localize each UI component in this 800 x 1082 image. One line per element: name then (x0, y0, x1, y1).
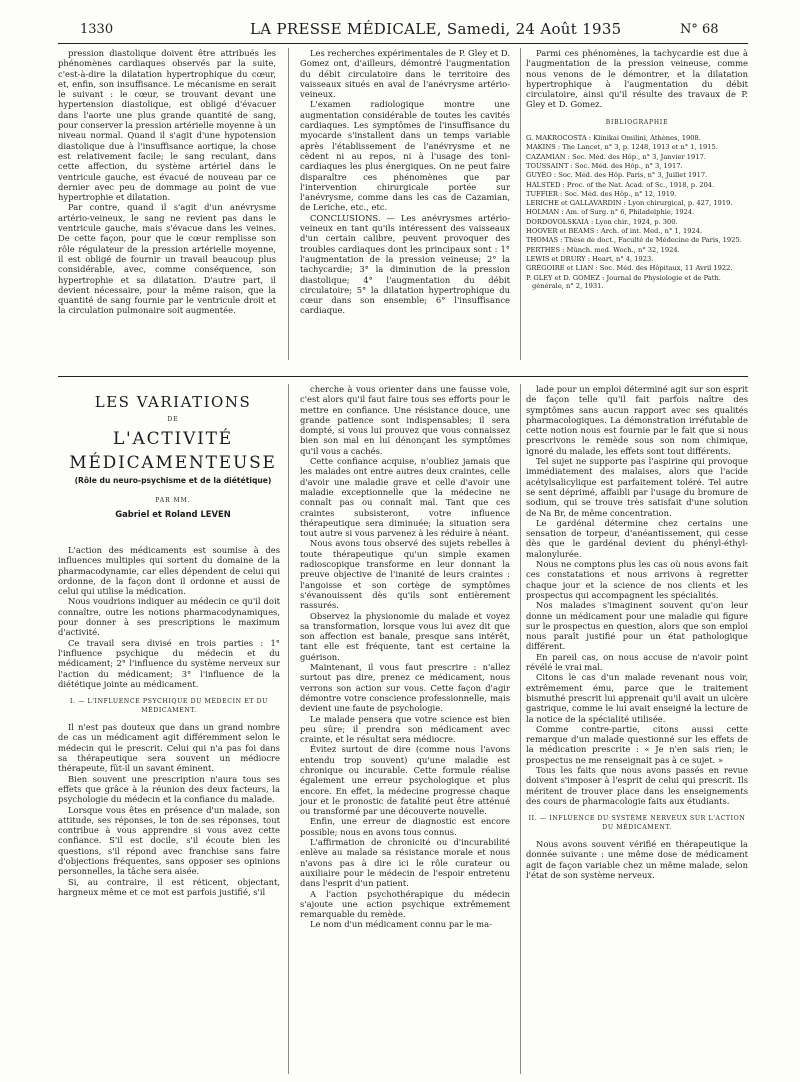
paragraph: A l'action psychothérapique du médecin s'ajoute une action psychique extrêmement remarquable du remède. (300, 888, 510, 920)
paragraph: L'examen radiologique montre une augmentation considérable de toutes les cavités cardiaques. Les symptômes de l'insuffisance du myocarde s'installent dans un temps variable après l'établissement de l'anévrysme et ne cèdent ni au repos, ni à l'usage des toni-cardiaques les plus énergiques. On ne peut faire disparaître ces phénomènes que par l'intervention chirurgicale portée sur l'anévrysme, comme dans les cas de Cazamian, de Leriche, etc., etc. (300, 99, 510, 213)
paragraph: L'affirmation de chronicité ou d'incurabilité enlève au malade sa résistance morale et nous n'avons pas à dire ici le rôle curateur ou auxiliaire pour le médecin de l'espoir entretenu dans l'esprit d'un patient. (300, 837, 510, 889)
paragraph: cherche à vous orienter dans une fausse voie, c'est alors qu'il faut faire tous ses efforts pour le mettre en confiance. Une résistance douce, une grande patience sont indispensables; il sera dompté, si vous lui prouvez que vous connaissez bien son mal en lui dénonçant les symptômes qu'il vous a cachés. (300, 384, 510, 456)
paragraph: Évitez surtout de dire (comme nous l'avons entendu trop souvent) qu'une maladie est chronique ou incurable. Cette formule réalise également une erreur psychologique et plus encore. En effet, la médecine progresse chaque jour et le pronostic de fatalité peut être atténué ou transformé par une découverte nouvelle. (300, 744, 510, 817)
article-column-1 (58, 545, 280, 897)
paragraph: Parmi ces phénomènes, la tachycardie est due à l'augmentation de la pression veineuse, comme nous venons de le démontrer, et la dilatation hypertrophique à l'augmentation du débit circulatoire, ainsi qu'il résulte des travaux de P. Gley et D. Gomez. (526, 48, 748, 110)
paragraph: Le gardénal détermine chez certains une sensation de torpeur, d'anéantissement, qui cesse dès que le gardénal devient du phényl-éthyl-malonylurée. (526, 517, 748, 559)
article-title-line-1: LES VARIATIONS (94, 393, 252, 411)
top-column-2 (300, 48, 510, 316)
paragraph: Le malade pensera que votre science est bien peu sûre; il prendra son médicament avec crainte, et le résultat sera médiocre. (300, 713, 510, 745)
page-header (0, 0, 800, 42)
paragraph: Nous avons tous observé des sujets rebelles à toute thérapeutique qu'un simple examen radioscopique transforme en leur donnant la preuve objective de l'inanité de leurs craintes : l'angoisse et son cortège de symptômes s'évanouissent dès qu'ils sont entièrement rassurés. (300, 538, 510, 611)
article-title-de: DE (167, 416, 179, 423)
bibliography-entry: P. GLEY et D. GOMEZ : Journal de Physiologie et de Path. générale, n° 2, 1931. (526, 273, 721, 291)
header-rule (58, 43, 748, 44)
column-divider (288, 384, 289, 1074)
article-subtitle: (Rôle du neuro-psychisme et de la diététique) (74, 476, 272, 485)
paragraph: Nous voudrions indiquer au médecin ce qu'il doit connaître, outre les notions pharmacodynamiques, pour donner à ses prescriptions le maximum d'activité. (58, 596, 280, 638)
paragraph: Enfin, une erreur de diagnostic est encore possible; nous en avons tous connus. (300, 816, 510, 837)
byline-par: PAR MM. (155, 497, 191, 504)
bibliography-entry: TUFFIER : Soc. Méd. des Hôp., n° 12, 1919. (526, 189, 677, 198)
newspaper-title: LA PRESSE MÉDICALE, Samedi, 24 Août 1935 (250, 20, 622, 38)
bibliography-entry: THOMAS : Thèse de doct., Faculté de Médecine de Paris, 1925. (526, 236, 742, 245)
paragraph: CONCLUSIONS. — Les anévrysmes artério-veineux en tant qu'ils intéressent des vaisseaux d'un certain calibre, peuvent provoquer des troubles cardiaques dont les principaux sont : 1° l'augmentation de la pression veineuse; 2° la tachycardie; 3° la diminution de la pression diastolique; 4° l'augmentation du débit circulatoire; 5° la dilatation hypertrophique du cœur dans son ensemble; 6° l'insuffisance cardiaque. (300, 212, 510, 316)
column-divider (520, 48, 521, 360)
paragraph: Nous ne comptons plus les cas où nous avons fait ces constatations et nous arrivons à regretter chaque jour et la science de nos clients et les prospectus qui accompagnent les spécialités. (526, 559, 748, 600)
paragraph: En pareil cas, on nous accuse de n'avoir point révélé le vrai mal. (526, 651, 748, 673)
section-heading-2: II. — INFLUENCE DU SYSTÈME NERVEUX SUR L'ACTION DU MÉDICAMENT. (528, 815, 746, 832)
top-column-3 (526, 48, 748, 292)
paragraph: Par contre, quand il s'agit d'un anévrysme artério-veineux, le sang ne revient pas dans le ventricule gauche, mais s'évacue dans les veines. De cette façon, pour que le cœur remplisse son rôle régulateur de la pression artérielle moyenne, il est obligé de fournir un travail beaucoup plus considérable, avec, comme conséquence, son hypertrophie et sa dilatation. D'autre part, il devient nécessaire, pour la même raison, que la quantité de sang fournie par le ventricule droit et la circulation pulmonaire soit augmentée. (58, 202, 276, 316)
bibliography-entry: CAZAMIAN : Soc. Méd. des Hôp., n° 3, Janvier 1917. (526, 152, 706, 161)
article-column-2 (300, 384, 510, 930)
bibliography-entry: G. MAKROCOSTA : Klinikai Omilini, Athènes, 1908. (526, 134, 701, 143)
bibliography-entry: MAKINS : The Lancet, n° 3, p. 1248, 1913 et n° 1, 1915. (526, 143, 718, 152)
paragraph: Nos malades s'imaginent souvent qu'on leur donne un médicament pour une maladie qui figure sur le prospectus en question, alors que son emploi nous paraît justifié pour un état pathologique différent. (526, 600, 748, 652)
paragraph: Cette confiance acquise, n'oubliez jamais que les malades ont entre autres deux craintes, celle d'avoir une maladie grave et celle d'avoir une maladie exceptionnelle que la médecine ne connaît pas ou connaît mal. Tant que ces craintes subsisteront, votre influence thérapeutique sera diminuée; la situation sera tout autre si vous parvenez à les réduire à néant. (300, 456, 510, 539)
bibliography-title: BIBLIOGRAPHIE (605, 118, 669, 126)
bibliography-entry: GRÉGOIRE et LIAN : Soc. Méd. des Hôpitaux, 11 Avril 1922. (526, 264, 733, 273)
paragraph: Le nom d'un médicament connu par le ma- (310, 919, 492, 930)
bibliography-entry: HOOVER et BEAMS : Arch. of int. Med., n° 1, 1924. (526, 227, 703, 236)
paragraph: Nous avons souvent vérifié en thérapeutique la donnée suivante : une même dose de médicament agit de façon variable chez un même malade, selon l'état de son système nerveux. (526, 839, 748, 881)
top-column-1 (58, 48, 276, 316)
article-title-line-2: L'ACTIVITÉ (112, 429, 234, 449)
bibliography-entry: PERTHES : Münch. med. Woch., n° 32, 1924. (526, 245, 680, 254)
paragraph: Maintenant, il vous faut prescrire : n'allez surtout pas dire, prenez ce médicament, nous verrons son action sur vous. Cette façon d'agir démontre votre conscience professionnelle, mais devient une faute de psychologie. (300, 662, 510, 714)
column-divider (520, 384, 521, 1074)
issue-number: N° 68 (680, 22, 719, 37)
article-authors: Gabriel et Roland LEVEN (115, 509, 231, 519)
paragraph: Comme contre-partie, citons aussi cette remarque d'un malade questionné sur les effets de la médication prescrite : « Je n'en sais rien; le prospectus ne me renseignait pas à ce sujet. » (526, 723, 748, 765)
bibliography-entry: HOLMAN : Am. of Surg. n° 6, Philadelphie, 1924. (526, 208, 695, 217)
bibliography-entry: HALSTED : Proc. of the Nat. Acad. of Sc., 1918, p. 204. (526, 180, 715, 189)
paragraph: Tel sujet ne supporte pas l'aspirine qui provoque immédiatement des malaises, alors que l'acide acétylsalicylique est parfaitement toléré. Tel autre se sent déprimé, affaibli par l'usage du bromure de sodium, qui se trouve très satisfait d'une solution de Na Br, de même concentration. (526, 456, 748, 518)
paragraph: Si, au contraire, il est réticent, objectant, hargneux même et ce mot est parfois justifié, s'il (58, 876, 280, 897)
bibliography-entry: DORDOVOLSKAIA : Lyon chir., 1924, p. 300. (526, 217, 678, 226)
paragraph: L'action des médicaments est soumise à des influences multiples qui sortent du domaine de la pharmacodynamie, car elles dépendent de celui qui ordonne, de la façon dont il ordonne et aussi de celui qui utilise la médication. (58, 545, 280, 597)
column-divider (288, 48, 289, 360)
article-title-line-3: MÉDICAMENTEUSE (69, 453, 277, 473)
paragraph: Il n'est pas douteux que dans un grand nombre de cas un médicament agit différemment selon le médecin qui le prescrit. Celui qui n'a pas foi dans sa thérapeutique sera souvent un médiocre thérapeute, fût-il un savant éminent. (58, 722, 280, 774)
paragraph: Bien souvent une prescription n'aura tous ses effets que grâce à la réunion des deux facteurs, la psychologie du médecin et la confiance du malade. (58, 773, 280, 805)
paragraph: lade pour un emploi déterminé agit sur son esprit de façon telle qu'il fait parfois naître des symptômes sans aucun rapport avec ses qualités pharmacologiques. La démonstration irréfutable de cette notion nous est fournie par le fait que si nous prescrivons le remède sous son nom chimique, ignoré du malade, les effets sont tout différents. (526, 384, 748, 456)
paragraph: Ce travail sera divisé en trois parties : 1° l'influence psychique du médecin et du médicament; 2° l'influence du système nerveux sur l'action du médicament; 3° l'influence de la diététique jointe au médicament. (58, 637, 280, 689)
section-rule (58, 376, 748, 377)
article-title (58, 427, 288, 475)
paragraph: Les recherches expérimentales de P. Gley et D. Gomez ont, d'ailleurs, démontré l'augmentation du débit circulatoire dans le territoire des vaisseaux situés en aval de l'anévrysme artério-veineux. (300, 48, 510, 100)
paragraph: Lorsque vous êtes en présence d'un malade, son attitude, ses réponses, le ton de ses réponses, tout contribue à vous apprendre si vous avez cette confiance. S'il est docile, s'il écoute bien les questions, s'il répond avec franchise sans faire d'objections fréquentes, sans opposer ses opinions personnelles, la tâche sera aisée. (58, 804, 280, 877)
page-number: 1330 (80, 22, 114, 37)
paragraph: Citons le cas d'un malade revenant nous voir, extrêmement ému, parce que le traitement bismuthé prescrit lui apprenait qu'il avait un ulcère gastrique, comme le lui avait enseigné la lecture de la notice de la spécialité utilisée. (526, 672, 748, 724)
bibliography-entry: GUYÉO : Soc. Méd. des Hôp. Paris, n° 3, Juillet 1917. (526, 171, 708, 180)
section-heading-1: I. — L'INFLUENCE PSYCHIQUE DU MÉDECIN ET DU MÉDICAMENT. (70, 698, 268, 715)
bibliography-entry: LERICHE et GALLAVARDIN : Lyon chirurgical, p. 427, 1919. (526, 199, 733, 208)
bibliography-entry: TOUSSAINT : Soc. Méd. des Hôp., n° 3, 1917. (526, 161, 683, 170)
bibliography-entry: LEWIS et DRURY : Heart, n° 4, 1923. (526, 254, 654, 263)
paragraph: pression diastolique doivent être attribués les phénomènes cardiaques observés par la suite, c'est-à-dire la dilatation hypertrophique du cœur, et, enfin, son insuffisance. Le mécanisme en serait le suivant : le cœur, se trouvant devant une hypertension diastolique, est obligé d'évacuer dans l'aorte une plus grande quantité de sang, pour conserver la pression artérielle moyenne à un niveau normal. Quand il s'agit d'une hypotension diastolique due à l'insuffisance aortique, la chose est relativement facile; le sang reculant, dans cette affection, du système artériel dans le ventricule gauche, est évacué de nouveau par ce dernier avec peu de dommage au point de vue hypertrophie et dilatation. (58, 48, 276, 203)
bibliography-list (526, 134, 748, 291)
paragraph: Observez la physionomie du malade et voyez sa transformation, lorsque vous lui avez dit que son affection est banale, presque sans intérêt, tant elle est fréquente, tant est certaine la guérison. (300, 610, 510, 662)
paragraph: Tous les faits que nous avons passés en revue doivent s'imposer à l'esprit de celui qui prescrit. Ils méritent de trouver place dans les enseignements des cours de pharmacologie faits aux étudiants. (526, 764, 748, 806)
article-column-3 (526, 384, 748, 880)
